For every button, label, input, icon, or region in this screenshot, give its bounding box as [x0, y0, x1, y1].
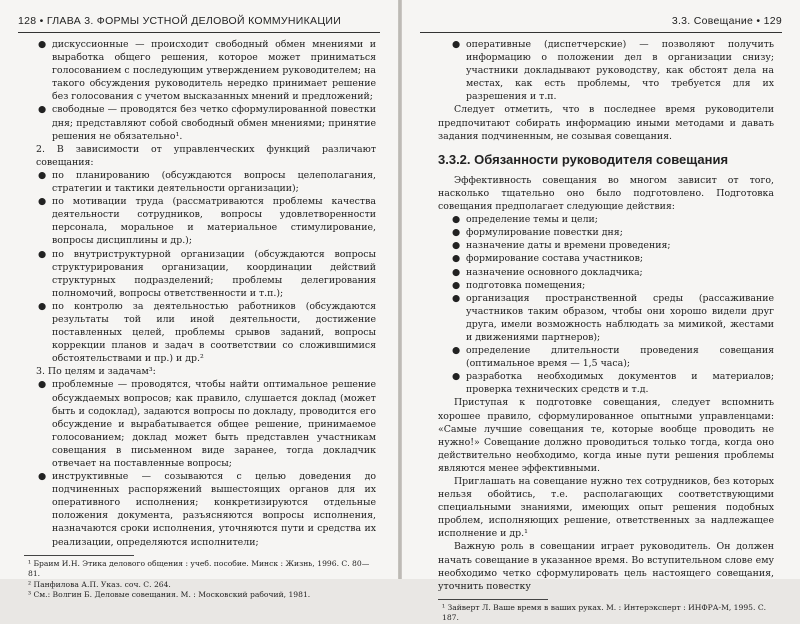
- list-item: ● организация пространственной среды (рассаживание участников таким образом, чтобы они хорошо видели друг друга, имели возможность наблюдать за мимикой, жестами и движениями партнеров);: [452, 292, 774, 343]
- list-item: ● определение длительности проведения совещания (оптимальное время — 1,5 часа);: [452, 345, 774, 370]
- left-page-body: [24, 38, 376, 601]
- left-header-text: 128 • ГЛАВА 3. ФОРМЫ УСТНОЙ ДЕЛОВОЙ КОММУНИКАЦИИ: [18, 15, 342, 27]
- list-item: ● свободные — проводятся без четко сформулированной повестки дня; представляют собой свободный обмен мнениями; принятие решения не обязательно¹.: [38, 104, 376, 142]
- right-page: [402, 0, 800, 623]
- bullet-icon: ●: [452, 292, 461, 304]
- list-item: ● назначение даты и времени проведения;: [452, 240, 671, 252]
- list-item: ● по контролю за деятельностью работников (обсуждаются результаты той или иной деятельности, достижение поставленных целей, проблемы срывов заданий, вопросы коррекции планов и задач в соответствии со сложившимися обстоятельствами и пр.) и др.²: [38, 300, 376, 365]
- list-item: ● формирование состава участников;: [452, 253, 644, 265]
- list-item: ● разработка необходимых документов и материалов; проверка технических средств и т.д.: [452, 371, 774, 396]
- bullet-icon: ●: [452, 214, 461, 226]
- bullet-icon: ●: [38, 196, 47, 208]
- list-item: ● определение темы и цели;: [452, 214, 598, 226]
- footnote-rule: [438, 599, 548, 600]
- footnote: ¹ Браим И.Н. Этика делового общения : учеб. пособие. Минск : Жизнь, 1996. С. 80—81.: [28, 558, 370, 579]
- section-title: 3.3. Совещание: [671, 15, 754, 27]
- numbered-heading-3: 3. По целям и задачам³:: [36, 366, 156, 378]
- bullet-list-a: [24, 38, 376, 143]
- bullet-list-c: [24, 378, 376, 548]
- bullet-icon: ●: [452, 266, 461, 278]
- footnote: ¹ Зайверт Л. Ваше время в ваших руках. М. : Интерэксперт : ИНФРА-М, 1995. С. 187.: [442, 602, 767, 623]
- bullet-list-top: [438, 38, 774, 103]
- bullet-icon: ●: [452, 253, 461, 265]
- right-page-body: [438, 38, 774, 624]
- left-page-number: 128: [18, 15, 37, 27]
- bullet-icon: ●: [452, 240, 461, 252]
- right-header-text: 3.3. Совещание • 129: [671, 15, 782, 27]
- bullet-icon: ●: [38, 300, 47, 312]
- left-running-header: [18, 10, 380, 33]
- bullet-icon: ●: [452, 279, 461, 291]
- bullet-icon: ●: [38, 248, 47, 260]
- footnote: ² Панфилова А.П. Указ. соч. С. 264.: [28, 579, 171, 589]
- footnote: ³ См.: Волгин Б. Деловые совещания. М. : Московский рабочий, 1981.: [28, 590, 311, 600]
- right-running-header: [420, 10, 782, 33]
- bullet-icon: ●: [38, 379, 47, 391]
- bullet-icon: ●: [452, 345, 461, 357]
- bullet-icon: ●: [38, 471, 47, 483]
- list-item: ● подготовка помещения;: [452, 279, 586, 291]
- footnote-rule: [24, 555, 134, 556]
- list-item: ● проблемные — проводятся, чтобы найти оптимальное решение обсуждаемых вопросов; как правило, слушается доклад (может быть и содоклад), задаются вопросы по докладу, проводится его обсуждение и вырабатывается общее решение, принимаемое голосованием; доклад может быть представлен участникам совещания в письменном виде заранее, тогда докладчик отвечает на поставленные вопросы;: [38, 379, 376, 469]
- section-heading: 3.3.2. Обязанности руководителя совещания: [438, 151, 729, 167]
- bullet-icon: ●: [452, 39, 461, 50]
- right-page-number: 129: [763, 15, 782, 27]
- bullet-icon: ●: [452, 227, 461, 239]
- preparation-list: [438, 213, 774, 396]
- paragraph: Приступая к подготовке совещания, следует вспомнить хорошее правило, сформулированное опытными управленцами: «Самые лучшие совещания те, которые вообще проводить не нужно!» Совещание должно проводиться только тогда, когда оно действительно необходимо, когда иные пути решения проблемы являются менее эффективными.: [438, 397, 774, 474]
- list-item: ● назначение основного докладчика;: [452, 266, 643, 278]
- bullet-icon: ●: [38, 104, 47, 116]
- list-item: ● инструктивные — созываются с целью доведения до подчиненных распоряжений вышестоящих органов для их оперативного исполнения; конкретизируются отдельные положения документа, разъясняются вопросы исполнения, назначаются сроки исполнения, уточняются пути и средства их реализации, определяются исполнители;: [38, 471, 376, 548]
- list-item: ● дискуссионные — происходит свободный обмен мнениями и выработка общего решения, которое может приниматься голосованием с последующим утверждением руководителем; на такого обсуждения руководитель нередко принимает решение без голосования с учетом высказанных мнений и предложений;: [38, 39, 376, 103]
- numbered-heading-2: 2. В зависимости от управленческих функций различают совещания:: [36, 143, 376, 168]
- left-page: [0, 0, 398, 600]
- list-item: ● оперативные (диспетчерские) — позволяют получить информацию о положении дел в организации снизу; участники докладывают руководству, как обстоят дела на местах, как есть проблемы, что требуется для их разрешения и т.п.: [452, 39, 774, 103]
- paragraph: Приглашать на совещание нужно тех сотрудников, без которых нельзя обойтись, т.е. располагающих соответствующими специальными знаниями, имеющих опыт решения подобных проблем, исполняющих решение, ответственных за надлежащее исполнение и др.¹: [438, 476, 774, 540]
- list-item: ● по мотивации труда (рассматриваются проблемы качества деятельности сотрудников, вопросы удовлетворенности персонала, моральное и материальное стимулирование, вопросы дисциплины и др.);: [38, 196, 376, 247]
- bullet-icon: ●: [38, 39, 47, 50]
- list-item: ● по планированию (обсуждаются вопросы целеполагания, стратегии и тактики деятельности организации);: [38, 169, 376, 195]
- paragraph: Следует отметить, что в последнее время руководители предпочитают собирать информацию иными методами и давать задания подчиненным, не созывая совещания.: [438, 104, 774, 142]
- bullet-icon: ●: [452, 371, 461, 383]
- bullet-icon: ●: [38, 169, 47, 181]
- list-item: ● по внутриструктурной организации (обсуждаются вопросы структурирования организации, координации действий структурных подразделений; проблемы делегирования полномочий, вопросы ответственности и т.п.);: [38, 248, 376, 299]
- list-item: ● формулирование повестки дня;: [452, 227, 623, 239]
- bullet-list-b: [24, 169, 376, 365]
- chapter-title: ГЛАВА 3. ФОРМЫ УСТНОЙ ДЕЛОВОЙ КОММУНИКАЦИИ: [46, 15, 342, 27]
- paragraph: Важную роль в совещании играет руководитель. Он должен начать совещание в указанное время. Во вступительном слове ему необходимо четко сформулировать цель настоящего совещания, уточнить повестку: [438, 541, 774, 592]
- paragraph: Эффективность совещания во многом зависит от того, насколько тщательно оно было подготовлено. Подготовка совещания предполагает следующие действия:: [438, 174, 774, 213]
